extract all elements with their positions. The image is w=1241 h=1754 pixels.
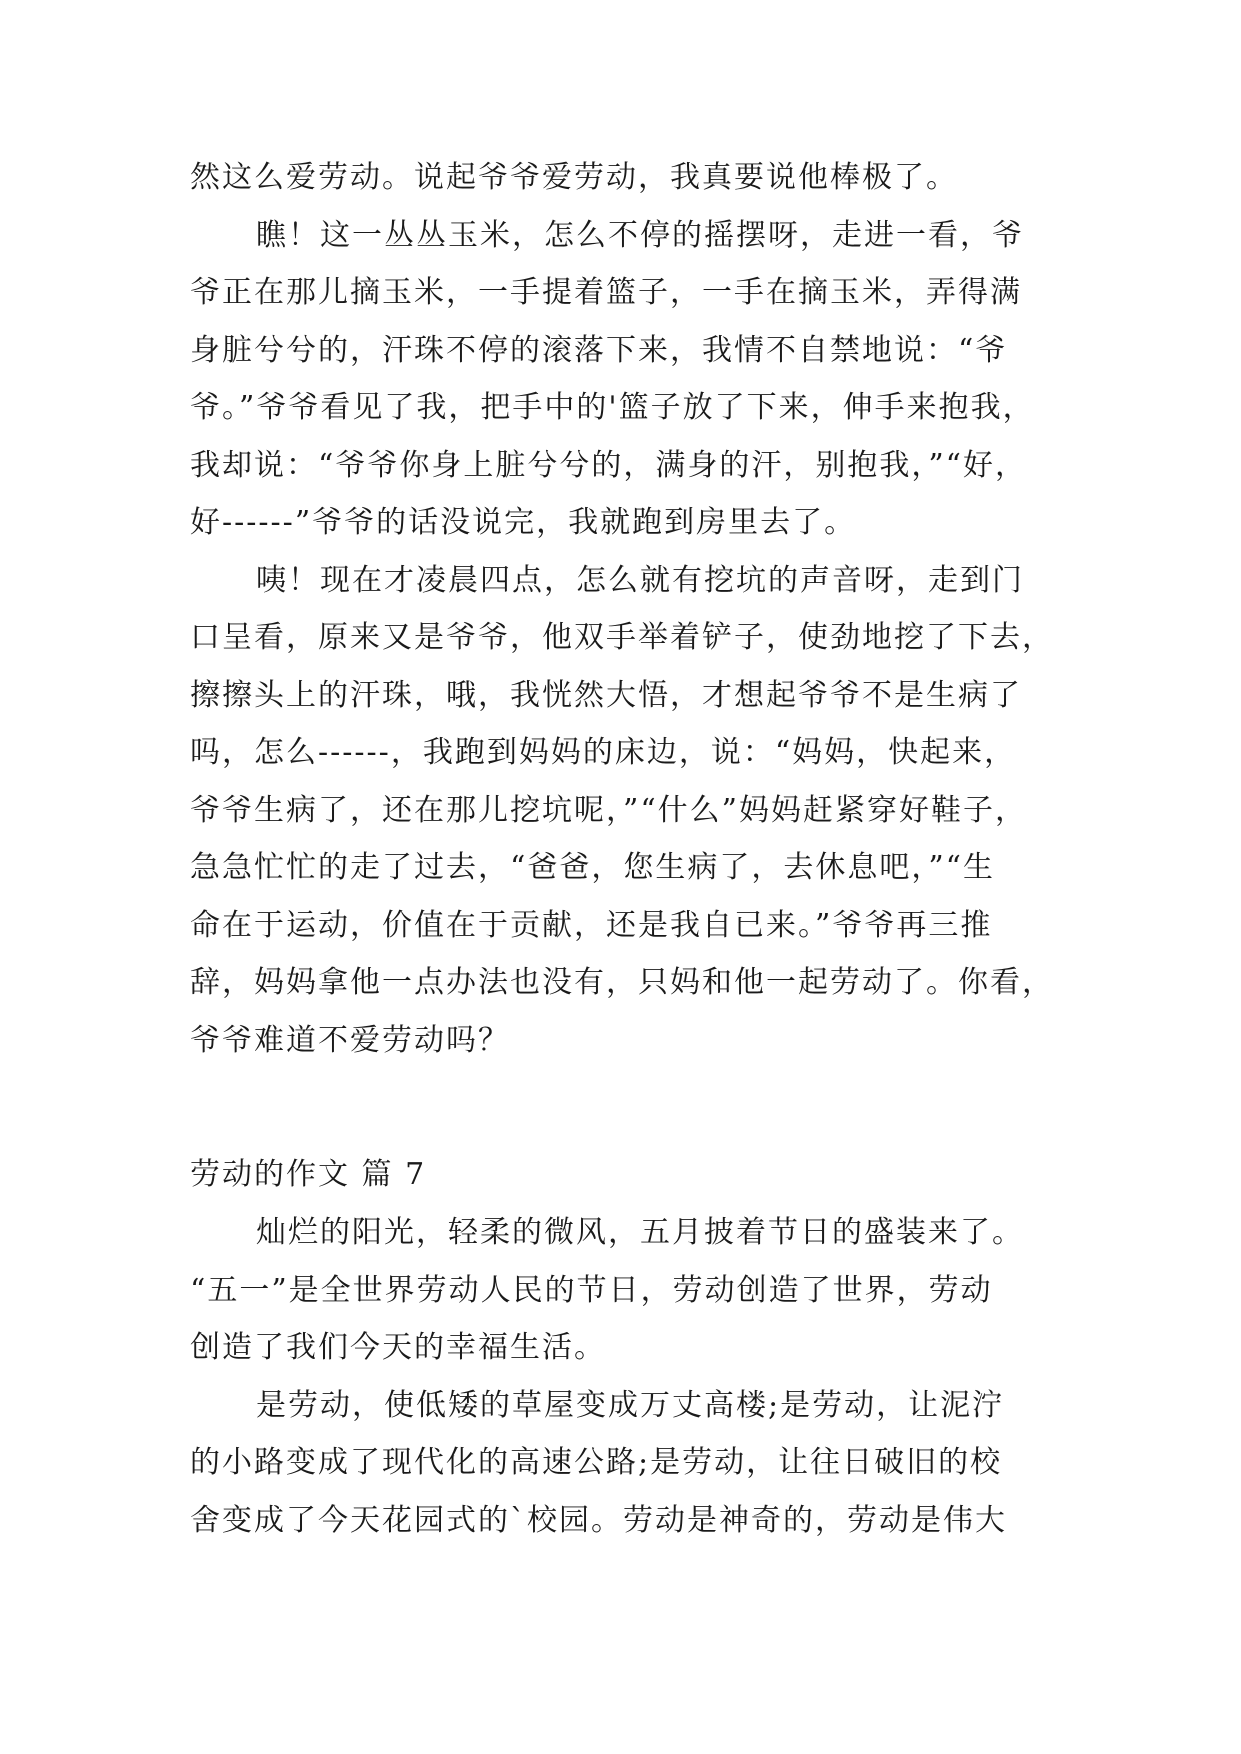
text-line: 然这么爱劳动。说起爷爷爱劳动，我真要说他棒极了。 [190,160,958,195]
text-line: 擦擦头上的汗珠，哦，我恍然大悟，才想起爷爷不是生病了 [190,677,1022,713]
text-line: 是劳动，使低矮的草屋变成万丈高楼;是劳动，让泥泞 [256,1387,1005,1423]
text-line: 命在于运动，价值在于贡献，还是我自已来。”爷爷再三推 [190,907,993,943]
text-line: 创造了我们今天的幸福生活。 [190,1330,606,1365]
text-line: 身脏兮兮的，汗珠不停的滚落下来，我情不自禁地说：“爷 [190,332,1008,368]
text-line: 辞，妈妈拿他一点办法也没有，只妈和他一起劳动了。你看， [190,965,1054,1000]
text-line: 瞧！这一丛丛玉米，怎么不停的摇摆呀，走进一看，爷 [256,217,1024,253]
text-line: 口呈看，原来又是爷爷，他双手举着铲子，使劲地挖了下去， [190,620,1054,655]
text-line: 爷爷生病了，还在那儿挖坑呢，”“什么”妈妈赶紧穿好鞋子， [190,792,1028,828]
text-line: 舍变成了今天花园式的`校园。劳动是神奇的，劳动是伟大 [190,1502,1007,1538]
text-line: 爷。”爷爷看见了我，把手中的'篮子放了下来，伸手来抱我， [190,390,1035,425]
text-line: 灿烂的阳光，轻柔的微风，五月披着节日的盛装来了。 [256,1215,1024,1250]
text-line: 的小路变成了现代化的高速公路;是劳动，让往日破旧的校 [190,1445,1003,1480]
text-line: 吗，怎么------，我跑到妈妈的床边，说：“妈妈，快起来， [190,735,1017,770]
text-line: 好------”爷爷的话没说完，我就跑到房里去了。 [190,505,857,540]
text-line: “五一”是全世界劳动人民的节日，劳动创造了世界，劳动 [190,1272,993,1308]
text-line: 我却说：“爷爷你身上脏兮兮的，满身的汗，别抱我，”“好， [190,447,1028,483]
text-line: 爷正在那儿摘玉米，一手提着篮子，一手在摘玉米，弄得满 [190,275,1022,310]
text-line: 急急忙忙的走了过去，“爸爸，您生病了，去休息吧，”“生 [190,850,996,885]
essay-section-7-body [190,1204,1050,1549]
text-line: 爷爷难道不爱劳动吗？ [190,1022,510,1058]
text-line: 咦！现在才凌晨四点，怎么就有挖坑的声音呀，走到门 [256,562,1024,598]
essay-section-6-body [190,149,1054,1069]
section-heading: 劳动的作文 篇 7 [190,1157,427,1192]
